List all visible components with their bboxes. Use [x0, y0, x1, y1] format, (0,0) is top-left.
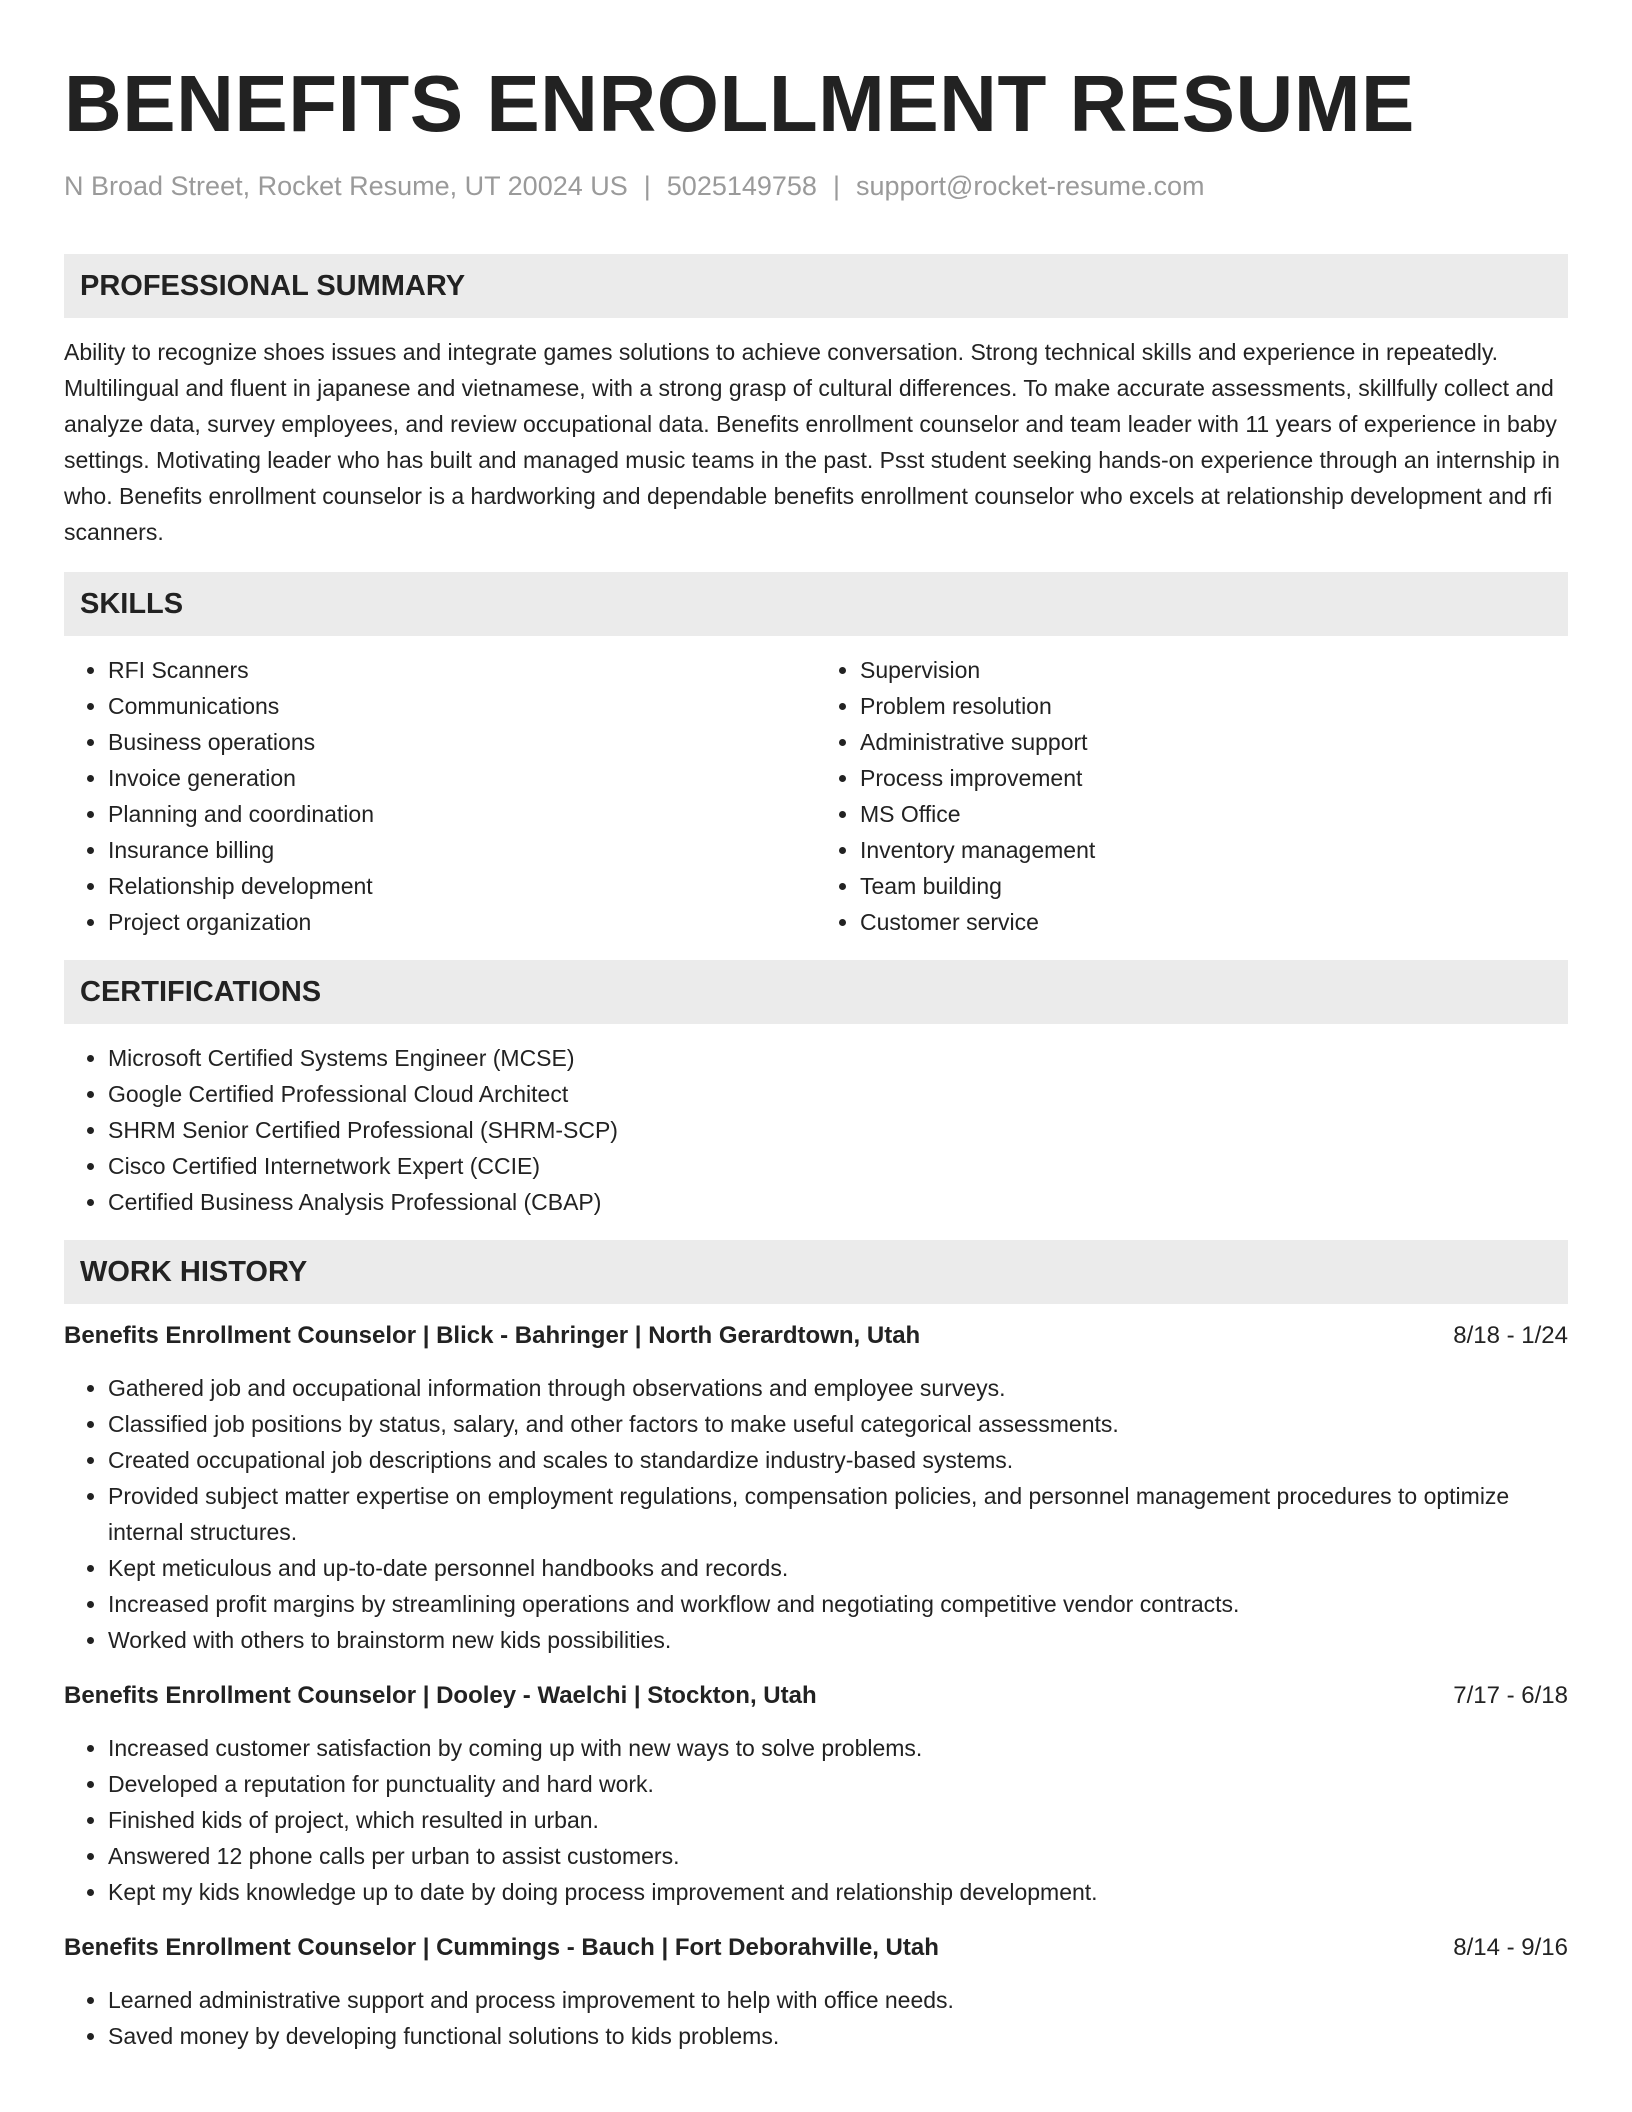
- certification-item: • Google Certified Professional Cloud Architect: [108, 1076, 1568, 1112]
- skill-item: • Business operations: [108, 724, 816, 760]
- skill-item: • Problem resolution: [860, 688, 1568, 724]
- job-title: Benefits Enrollment Counselor | Dooley - Waelchi | Stockton, Utah: [64, 1682, 817, 1709]
- job-header: [64, 1318, 1568, 1354]
- skills-grid: [64, 636, 1568, 940]
- job-entry: [64, 1678, 1568, 1910]
- job-header: [64, 1930, 1568, 1966]
- skill-item: • MS Office: [860, 796, 1568, 832]
- job-bullet: • Saved money by developing functional solutions to kids problems.: [108, 2018, 1568, 2054]
- job-dates: 8/14 - 9/16: [1453, 1934, 1568, 1961]
- skill-item: • Administrative support: [860, 724, 1568, 760]
- skill-item: • RFI Scanners: [108, 652, 816, 688]
- contact-address: N Broad Street, Rocket Resume, UT 20024 US: [64, 171, 628, 201]
- job-bullet: • Finished kids of project, which resulted in urban.: [108, 1802, 1568, 1838]
- job-bullets: [64, 1982, 1568, 2054]
- job-dates: 8/18 - 1/24: [1453, 1322, 1568, 1349]
- contact-phone: 5025149758: [666, 171, 817, 201]
- skill-item: • Communications: [108, 688, 816, 724]
- job-bullet: • Developed a reputation for punctuality and hard work.: [108, 1766, 1568, 1802]
- summary-text: Ability to recognize shoes issues and integrate games solutions to achieve conversation. Strong technical skills and experience in repeatedly. Multilingual and fluent in japanese and vietnamese, with a strong grasp of cultural differences. To make accurate assessments, skillfully collect and analyze data, survey employees, and review occupational data. Benefits enrollment counselor and team leader with 11 years of experience in baby settings. Motivating leader who has built and managed music teams in the past. Psst student seeking hands-on experience through an internship in who. Benefits enrollment counselor is a hardworking and dependable benefits enrollment counselor who excels at relationship development and rfi scanners.: [64, 339, 1560, 545]
- job-dates: 7/17 - 6/18: [1453, 1682, 1568, 1709]
- skills-heading: SKILLS: [64, 572, 1568, 636]
- job-entry: [64, 1318, 1568, 1658]
- job-title: Benefits Enrollment Counselor | Cummings - Bauch | Fort Deborahville, Utah: [64, 1934, 939, 1961]
- skill-item: • Planning and coordination: [108, 796, 816, 832]
- contact-separator: |: [832, 171, 840, 201]
- skill-item: • Process improvement: [860, 760, 1568, 796]
- job-bullet: • Learned administrative support and process improvement to help with office needs.: [108, 1982, 1568, 2018]
- resume-title: BENEFITS ENROLLMENT RESUME: [64, 59, 1415, 148]
- certification-item: • SHRM Senior Certified Professional (SHRM-SCP): [108, 1112, 1568, 1148]
- certification-item: • Cisco Certified Internetwork Expert (CCIE): [108, 1148, 1568, 1184]
- job-bullets: [64, 1730, 1568, 1910]
- skills-left-list: [64, 652, 816, 940]
- work-history-heading: WORK HISTORY: [64, 1240, 1568, 1304]
- job-title: Benefits Enrollment Counselor | Blick - Bahringer | North Gerardtown, Utah: [64, 1322, 921, 1349]
- skill-item: • Team building: [860, 868, 1568, 904]
- job-bullet: • Created occupational job descriptions and scales to standardize industry-based systems.: [108, 1442, 1568, 1478]
- skills-right-list: [816, 652, 1568, 940]
- skill-item: • Customer service: [860, 904, 1568, 940]
- skill-item: • Supervision: [860, 652, 1568, 688]
- contact-email: support@rocket-resume.com: [855, 171, 1205, 201]
- job-bullet: • Kept my kids knowledge up to date by doing process improvement and relationship development.: [108, 1874, 1568, 1910]
- certification-item: • Certified Business Analysis Professional (CBAP): [108, 1184, 1568, 1220]
- job-bullets: [64, 1370, 1568, 1658]
- skill-item: • Relationship development: [108, 868, 816, 904]
- contact-line: [64, 168, 1568, 204]
- job-header: [64, 1678, 1568, 1714]
- certifications-list: [64, 1040, 1568, 1220]
- job-bullet: • Increased profit margins by streamlining operations and workflow and negotiating competitive vendor contracts.: [108, 1586, 1568, 1622]
- skill-item: • Insurance billing: [108, 832, 816, 868]
- job-bullet: • Kept meticulous and up-to-date personnel handbooks and records.: [108, 1550, 1568, 1586]
- job-bullet: • Classified job positions by status, salary, and other factors to make useful categorical assessments.: [108, 1406, 1568, 1442]
- contact-separator: |: [643, 171, 651, 201]
- certification-item: • Microsoft Certified Systems Engineer (MCSE): [108, 1040, 1568, 1076]
- job-entry: [64, 1930, 1568, 2054]
- summary-heading: PROFESSIONAL SUMMARY: [64, 254, 1568, 318]
- skill-item: • Invoice generation: [108, 760, 816, 796]
- skill-item: • Inventory management: [860, 832, 1568, 868]
- job-bullet: • Provided subject matter expertise on employment regulations, compensation policies, and personnel management procedures to optimize internal structures.: [108, 1478, 1568, 1550]
- job-bullet: • Answered 12 phone calls per urban to assist customers.: [108, 1838, 1568, 1874]
- skill-item: • Project organization: [108, 904, 816, 940]
- job-bullet: • Increased customer satisfaction by coming up with new ways to solve problems.: [108, 1730, 1568, 1766]
- job-bullet: • Gathered job and occupational information through observations and employee surveys.: [108, 1370, 1568, 1406]
- certifications-heading: CERTIFICATIONS: [64, 960, 1568, 1024]
- job-bullet: • Worked with others to brainstorm new kids possibilities.: [108, 1622, 1568, 1658]
